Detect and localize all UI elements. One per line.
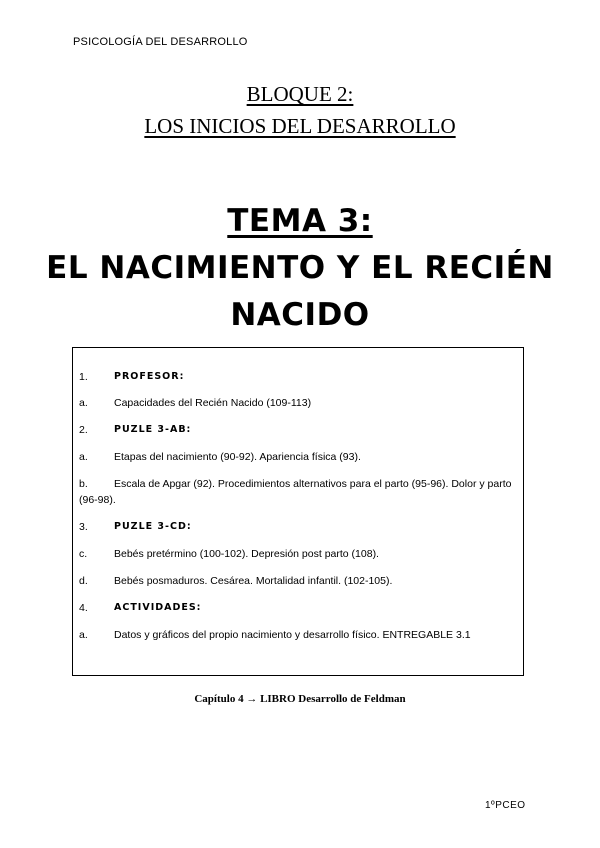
item-text: Escala de Apgar (92). Procedimientos alternativos para el parto (95-96). Dolor y parto (96-98).: [79, 478, 512, 506]
block-title: BLOQUE 2:: [246, 82, 354, 106]
item-number: 3.: [79, 521, 88, 533]
list-item: [79, 422, 519, 438]
block-heading: [0, 78, 600, 142]
item-number: 4.: [79, 602, 88, 614]
item-number: a.: [79, 451, 88, 463]
running-header: PSICOLOGÍA DEL DESARROLLO: [73, 36, 248, 48]
topic-heading: [0, 198, 600, 339]
list-item: [79, 369, 519, 385]
item-text: Bebés posmaduros. Cesárea. Mortalidad infantil. (102-105).: [114, 575, 393, 587]
item-text: Datos y gráficos del propio nacimiento y desarrollo físico. ENTREGABLE 3.1: [114, 629, 471, 641]
list-item: [79, 519, 519, 535]
item-number: a.: [79, 397, 88, 409]
list-item: [79, 600, 519, 616]
item-number: a.: [79, 629, 88, 641]
item-text: Etapas del nacimiento (90-92). Apariencia física (93).: [114, 451, 361, 463]
list-item: [79, 449, 519, 465]
list-item: [79, 395, 519, 411]
list-item: [79, 476, 519, 508]
item-number: b.: [79, 478, 88, 490]
item-text: Capacidades del Recién Nacido (109-113): [114, 397, 312, 409]
item-number: 1.: [79, 371, 88, 383]
running-footer: 1ºPCEO: [485, 800, 526, 811]
section-label: PROFESOR:: [114, 371, 185, 382]
section-label: PUZLE 3-CD:: [114, 521, 192, 532]
list-item: [79, 573, 519, 589]
contents-box: [72, 347, 524, 676]
topic-title-line-2: NACIDO: [230, 297, 370, 333]
list-item: [79, 627, 519, 643]
list-item: [79, 546, 519, 562]
item-text: Bebés pretérmino (100-102). Depresión post parto (108).: [114, 548, 379, 560]
block-subtitle: LOS INICIOS DEL DESARROLLO: [144, 114, 456, 138]
item-number: d.: [79, 575, 88, 587]
topic-title-line-1: EL NACIMIENTO Y EL RECIÉN: [46, 250, 554, 286]
topic-number: TEMA 3:: [227, 203, 373, 239]
item-number: c.: [79, 548, 88, 560]
section-label: PUZLE 3-AB:: [114, 424, 192, 435]
section-label: ACTIVIDADES:: [114, 602, 202, 613]
item-number: 2.: [79, 424, 88, 436]
book-reference: Capítulo 4 → LIBRO Desarrollo de Feldman: [194, 693, 406, 705]
